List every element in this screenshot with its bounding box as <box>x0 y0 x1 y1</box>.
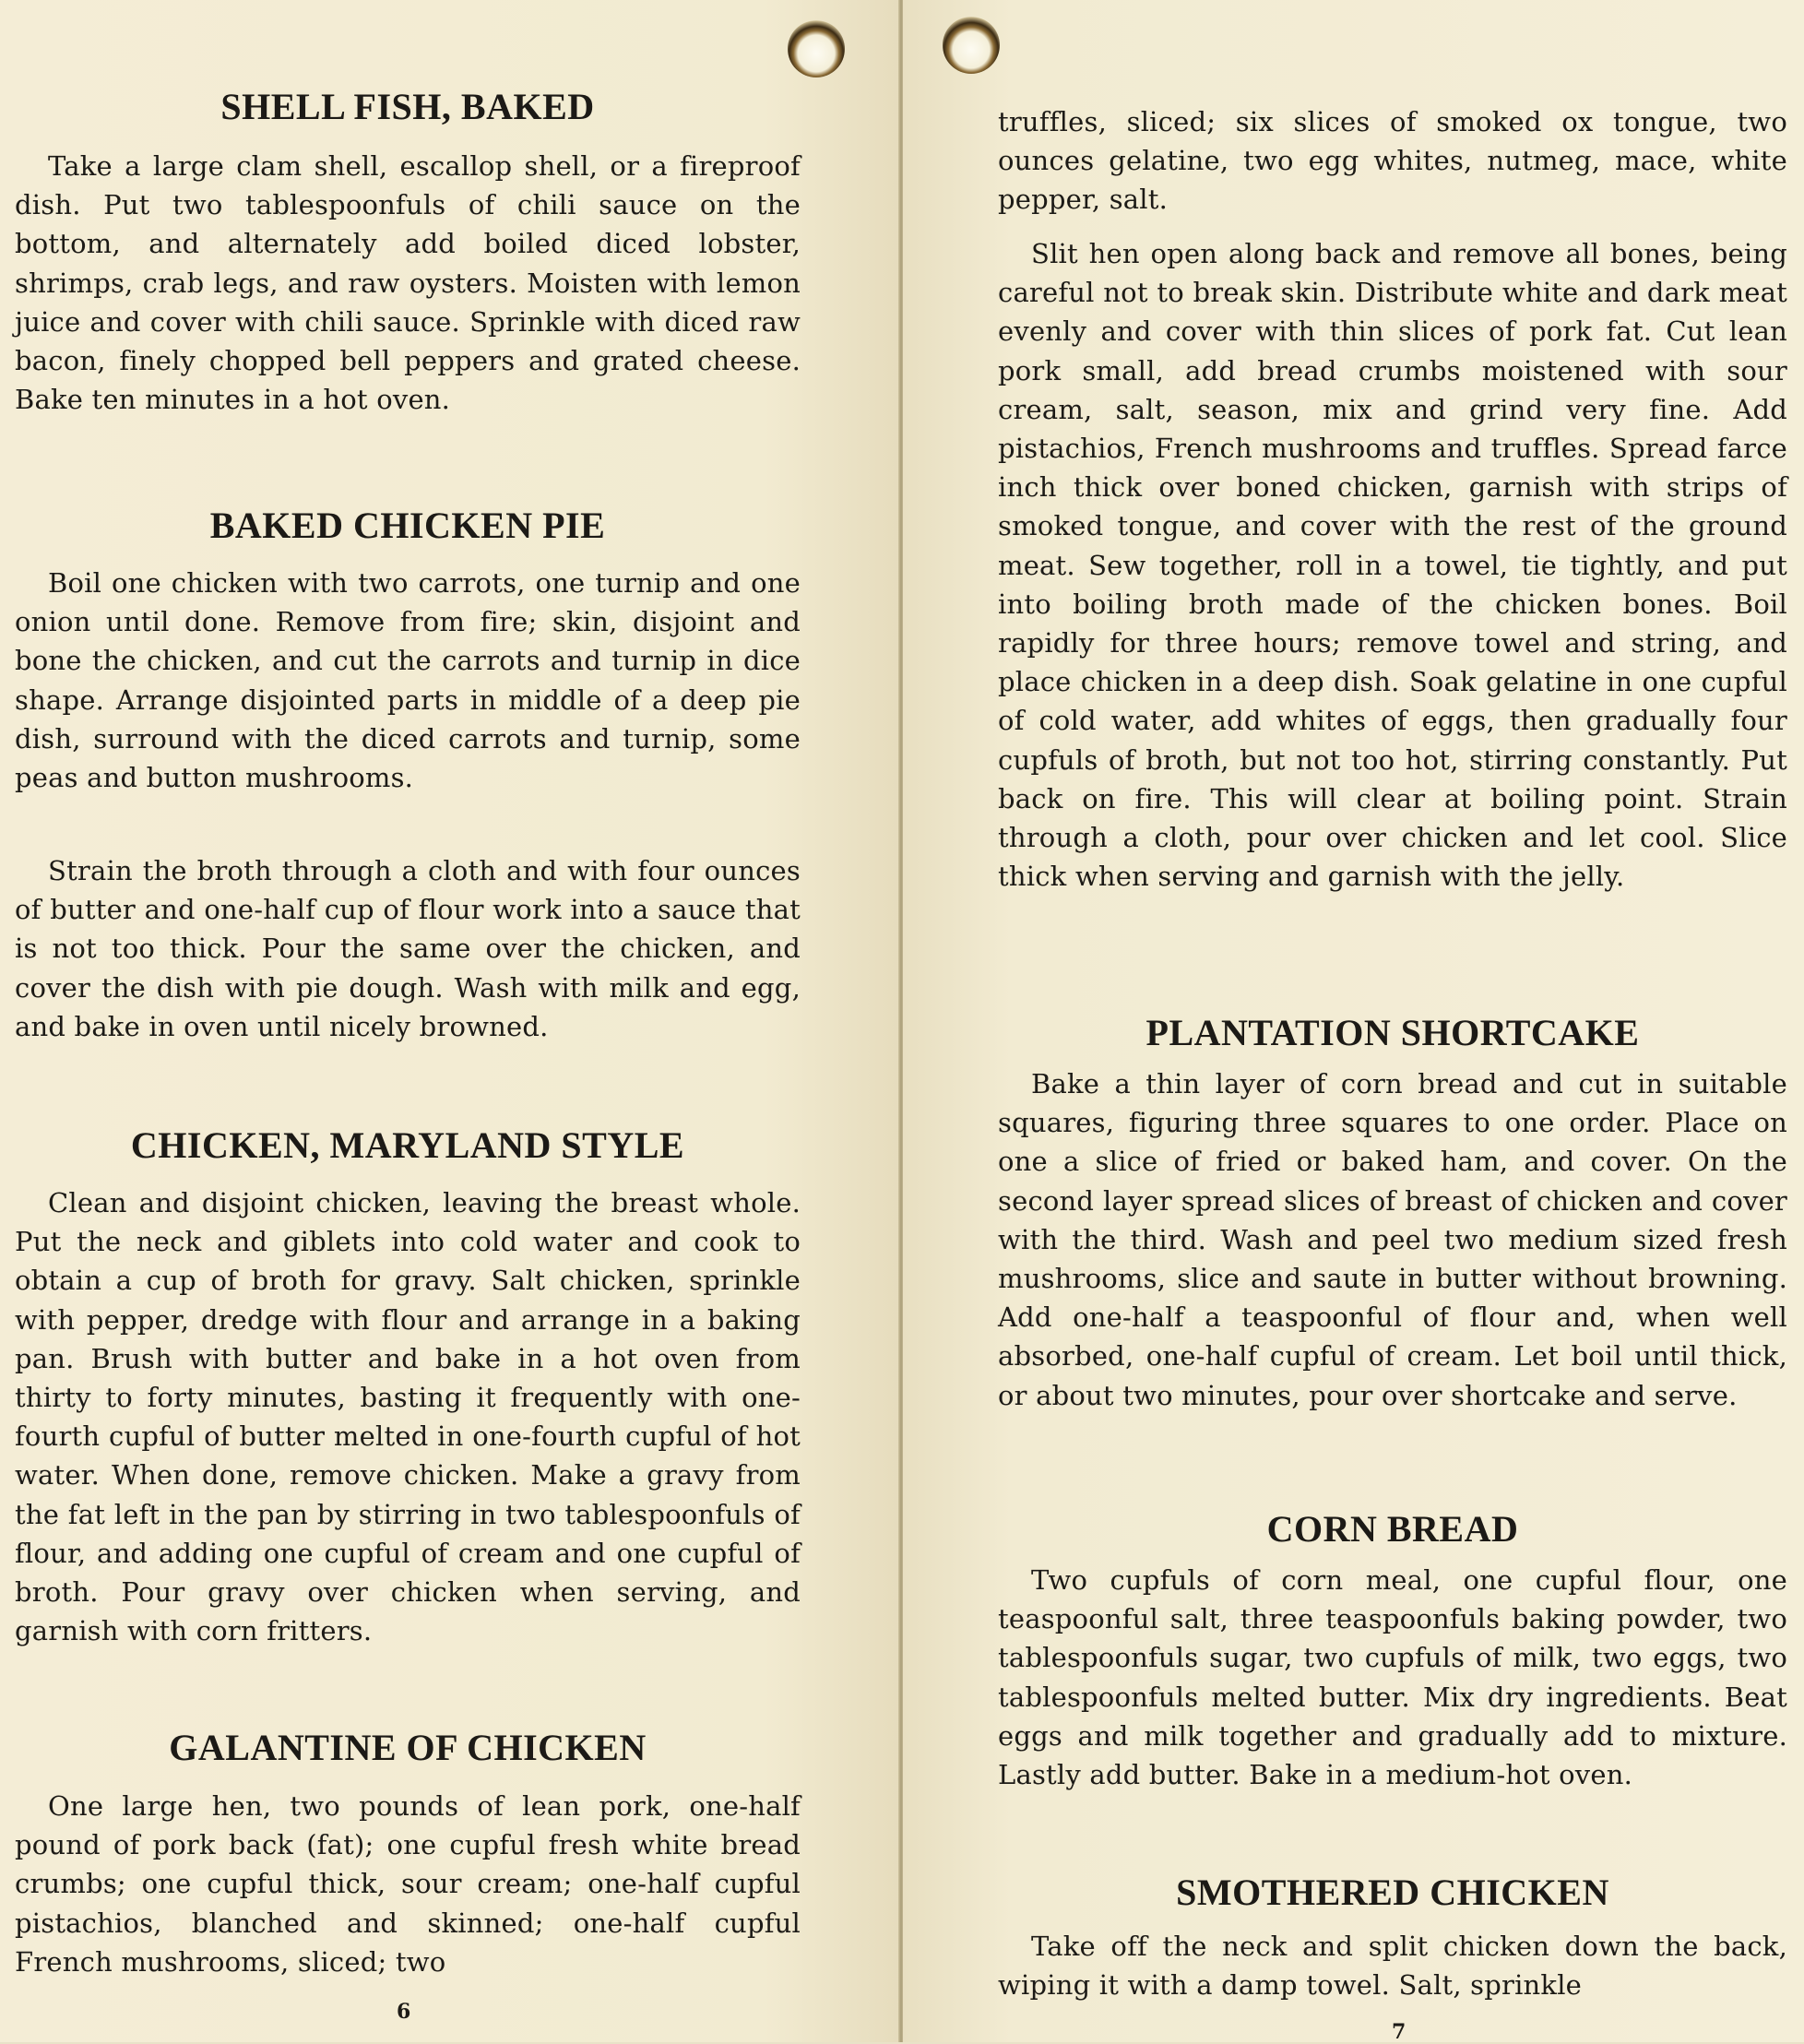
recipe-paragraph: Slit hen open along back and remove all bones, being careful not to break skin. Distribute white and dark meat evenly and cover with thin slices of pork fat. Cut lean pork small, add bread crumbs moistened with sour cream, salt, season, mix and grind very fine. Add pistachios, French mushrooms and truffles. Spread farce inch thick over boned chicken, garnish with strips of smoked tongue, and cover with the rest of the ground meat. Sew together, roll in a towel, tie tightly, and put into boiling broth made of the chicken bones. Boil rapidly for three hours; remove towel and string, and place chicken in a deep dish. Soak gelatine in one cupful of cold water, add whites of eggs, then gradually four cupfuls of broth, but not too hot, stirring constantly. Put back on fire. This will clear at boiling point. Strain through a cloth, pour over chicken and let cool. Slice thick when serving and garnish with the jelly. <box>998 238 1787 893</box>
recipe-paragraph: One large hen, two pounds of lean pork, one-half pound of pork back (fat); one cupful fresh white bread crumbs; one cupful thick, sour cream; one-half cupful pistachios, blanched and skinned; one-half cupful French mushrooms, sliced; two <box>15 1790 801 1978</box>
recipe-title-corn-bread: CORN BREAD <box>1266 1508 1519 1550</box>
recipe-title-smothered-chicken: SMOTHERED CHICKEN <box>1176 1872 1609 1913</box>
left-page <box>0 0 899 2042</box>
continued-paragraph: truffles, sliced; six slices of smoked ox tongue, two ounces gelatine, two egg whites, nutmeg, mace, white pepper, salt. <box>998 106 1787 216</box>
right-page <box>903 0 1804 2042</box>
binding-hole <box>788 20 845 77</box>
recipe-paragraph: Clean and disjoint chicken, leaving the breast whole. Put the neck and giblets into cold water and cook to obtain a cup of broth for gravy. Salt chicken, sprinkle with pepper, dredge with flour and arrange in a baking pan. Brush with butter and bake in a hot oven from thirty to forty minutes, basting it frequently with one-fourth cupful of butter melted in one-fourth cupful of hot water. When done, remove chicken. Make a gravy from the fat left in the pan by stirring in two tablespoonfuls of flour, and adding one cupful of cream and one cupful of broth. Pour gravy over chicken when serving, and garnish with corn fritters. <box>15 1187 801 1647</box>
recipe-title-chicken-maryland-style: CHICKEN, MARYLAND STYLE <box>130 1124 685 1166</box>
page-number: 7 <box>1392 2020 1406 2044</box>
recipe-title-baked-chicken-pie: BAKED CHICKEN PIE <box>209 505 606 546</box>
recipe-paragraph: Two cupfuls of corn meal, one cupful flour, one teaspoonful salt, three teaspoonfuls baking powder, two tablespoonfuls sugar, two cupfuls of milk, two eggs, two tablespoonfuls melted butter. Mix dry ingredients. Beat eggs and milk together and gradually add to mixture. Lastly add butter. Bake in a medium-hot oven. <box>998 1564 1787 1791</box>
recipe-paragraph: Take off the neck and split chicken down the back, wiping it with a damp towel. Salt, sprinkle <box>998 1931 1787 2002</box>
binding-hole <box>943 17 1000 74</box>
recipe-paragraph: Strain the broth through a cloth and with four ounces of butter and one-half cup of flour work into a sauce that is not too thick. Pour the same over the chicken, and cover the dish with pie dough. Wash with milk and egg, and bake in oven until nicely browned. <box>15 855 801 1042</box>
page-number: 6 <box>397 2000 411 2024</box>
recipe-paragraph: Bake a thin layer of corn bread and cut in suitable squares, figuring three squares to one order. Place on one a slice of fried or baked ham, and cover. On the second layer spread slices of breast of chicken and cover with the third. Wash and peel two medium sized fresh mushrooms, slice and saute in butter without browning. Add one-half a teaspoonful of flour and, when well absorbed, one-half cupful of cream. Let boil until thick, or about two minutes, pour over shortcake and serve. <box>998 1068 1787 1411</box>
recipe-paragraph: Boil one chicken with two carrots, one turnip and one onion until done. Remove from fire; skin, disjoint and bone the chicken, and cut the carrots and turnip in dice shape. Arrange disjointed parts in middle of a deep pie dish, surround with the diced carrots and turnip, some peas and button mushrooms. <box>15 567 801 794</box>
recipe-paragraph: Take a large clam shell, escallop shell, or a fireproof dish. Put two tablespoonfuls of chili sauce on the bottom, and alternately add boiled diced lobster, shrimps, crab legs, and raw oysters. Moisten with lemon juice and cover with chili sauce. Sprinkle with diced raw bacon, finely chopped bell peppers and grated cheese. Bake ten minutes in a hot oven. <box>15 150 801 416</box>
recipe-title-shell-fish-baked: SHELL FISH, BAKED <box>220 86 595 127</box>
recipe-title-plantation-shortcake: PLANTATION SHORTCAKE <box>1145 1012 1640 1053</box>
recipe-title-galantine-of-chicken: GALANTINE OF CHICKEN <box>169 1727 647 1768</box>
